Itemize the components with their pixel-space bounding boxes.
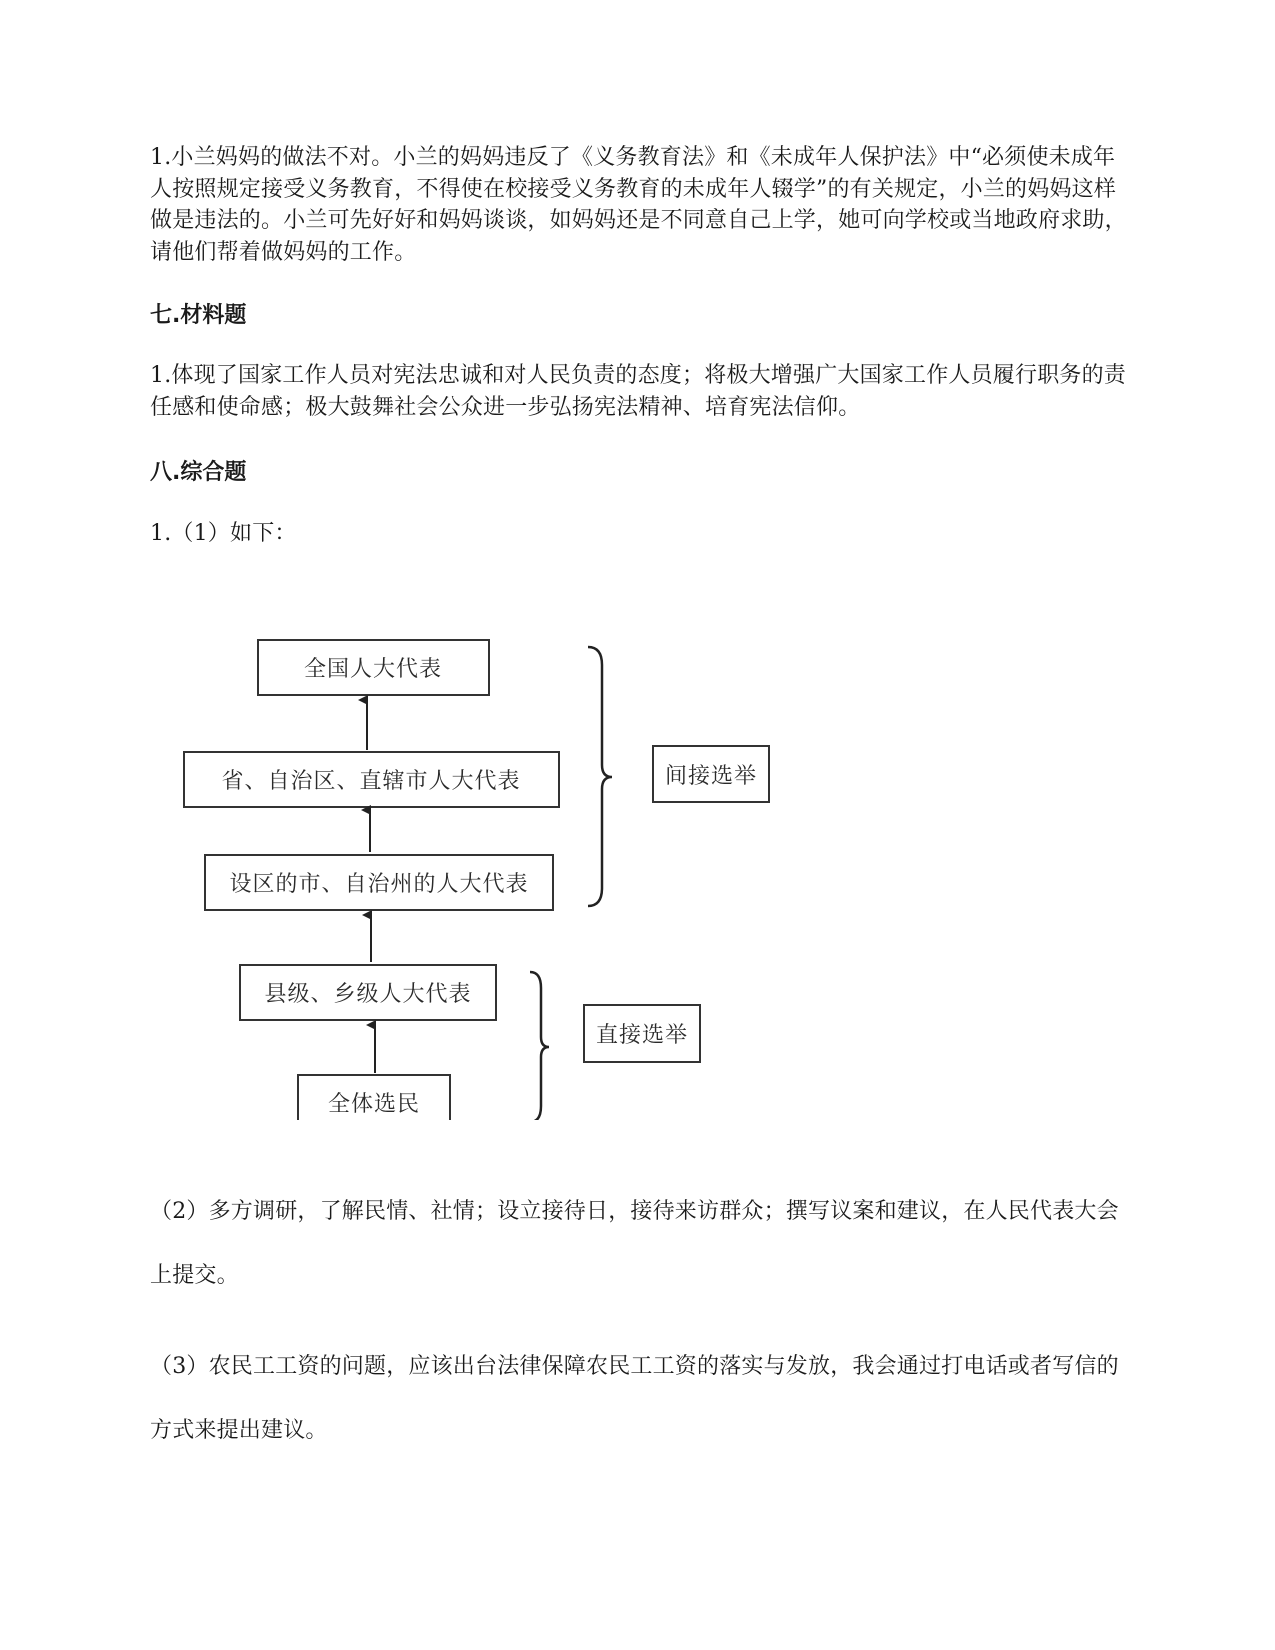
box-city-label: 设区的市、自治州的人大代表 <box>229 872 529 897</box>
box-city-congress <box>205 855 553 910</box>
section-8-part1-intro: 1.（1）如下： <box>150 521 297 546</box>
label-indirect-election <box>653 746 769 802</box>
box-province-label: 省、自治区、直辖市人大代表 <box>221 769 521 794</box>
section-7-heading: 七.材料题 <box>150 303 247 328</box>
section-8-part3: （3）农民工工资的问题，应该出台法律保障农民工工资的落实与发放，我会通过打电话或者写信的方式来提出建议。 <box>150 1354 1119 1443</box>
section-8-part2: （2）多方调研，了解民情、社情；设立接待日，接待来访群众；撰写议案和建议，在人民代表大会上提交。 <box>150 1199 1119 1288</box>
box-county-label: 县级、乡级人大代表 <box>264 982 472 1007</box>
box-voters-label: 全体选民 <box>327 1092 421 1117</box>
box-county-congress <box>240 965 496 1020</box>
label-direct-text: 直接选举 <box>595 1023 689 1048</box>
section-8-heading: 八.综合题 <box>150 460 247 485</box>
brace-direct <box>530 972 549 1120</box>
label-indirect-text: 间接选举 <box>664 764 758 789</box>
q6-answer-paragraph: 1.小兰妈妈的做法不对。小兰的妈妈违反了《义务教育法》和《未成年人保护法》中“必须使未成年人按照规定接受义务教育，不得使在校接受义务教育的未成年人辍学”的有关规定，小兰的妈妈这样做是违法的。小兰可先好好和妈妈谈谈，如妈妈还是不同意自己上学，她可向学校或当地政府求助，请他们帮着做妈妈的工作。 <box>150 145 1127 265</box>
label-direct-election <box>584 1005 700 1062</box>
box-national-label: 全国人大代表 <box>303 657 443 682</box>
box-national-congress <box>258 640 489 695</box>
brace-indirect <box>588 647 612 906</box>
box-province-congress <box>184 752 559 807</box>
section-7-answer: 1.体现了国家工作人员对宪法忠诚和对人民负责的态度；将极大增强广大国家工作人员履行职务的责任感和使命感；极大鼓舞社会公众进一步弘扬宪法精神、培育宪法信仰。 <box>150 363 1126 420</box>
box-all-voters <box>298 1075 450 1120</box>
